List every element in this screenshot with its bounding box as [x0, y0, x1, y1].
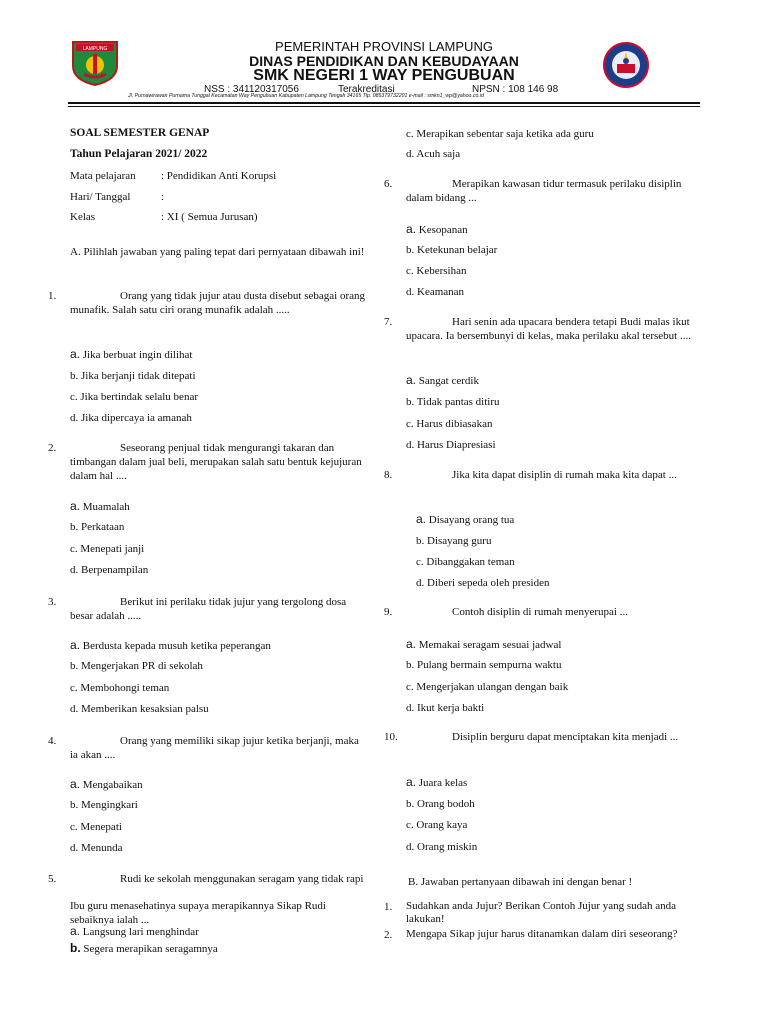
question-number-8: 8. — [384, 469, 393, 481]
answer-option-2-c[interactable] — [70, 543, 144, 556]
option-text: Langsung lari menghindar — [80, 926, 199, 938]
answer-option-7-b[interactable] — [406, 396, 500, 409]
answer-option-9-b[interactable] — [406, 659, 562, 672]
answer-option-8-d[interactable] — [416, 577, 549, 590]
answer-option-4-c[interactable] — [70, 821, 122, 834]
option-letter: a. — [70, 777, 81, 791]
option-text: Acuh saja — [414, 148, 461, 160]
option-text: Harus Diapresiasi — [414, 439, 496, 451]
answer-option-10-b[interactable] — [406, 798, 475, 811]
answer-option-2-b[interactable] — [70, 521, 124, 534]
question-number-4: 4. — [48, 735, 57, 747]
option-text: Diberi sepeda oleh presiden — [424, 577, 550, 589]
option-text: Kesopanan — [416, 224, 468, 236]
answer-option-3-b[interactable] — [70, 660, 203, 673]
question-number-6: 6. — [384, 178, 393, 190]
answer-option-9-d[interactable] — [406, 702, 484, 715]
question-number-10: 10. — [384, 731, 398, 743]
school-logo-icon — [602, 42, 650, 88]
answer-option-2-d[interactable] — [70, 564, 148, 577]
exam-title: SOAL SEMESTER GENAP — [70, 127, 210, 139]
answer-option-1-d[interactable] — [70, 412, 192, 425]
option-text: Menunda — [78, 842, 123, 854]
option-text: Mengerjakan ulangan dengan baik — [413, 681, 569, 693]
option-letter: c. — [70, 543, 78, 555]
answer-option-9-a[interactable] — [406, 638, 561, 652]
section-a-instruction: A. Pilihlah jawaban yang paling tepat dari pernyataan dibawah ini! — [70, 246, 365, 258]
option-letter: a. — [70, 499, 81, 513]
option-letter: b. — [406, 798, 415, 810]
field-label-date: Hari/ Tanggal — [70, 191, 131, 203]
option-text: Muamalah — [80, 501, 130, 513]
option-text: Kebersihan — [413, 265, 467, 277]
answer-option-5-d[interactable] — [406, 148, 460, 161]
option-letter: c. — [416, 556, 424, 568]
option-text: Pulang bermain sempurna waktu — [414, 659, 562, 671]
option-letter: a. — [406, 373, 417, 387]
option-text: Jika dipercaya ia amanah — [78, 412, 192, 424]
question-text-3: Berikut ini perilaku tidak jujur yang tergolong dosa besar adalah ..... — [70, 596, 347, 622]
option-letter: b. — [406, 659, 415, 671]
option-letter: b. — [70, 941, 81, 955]
answer-option-10-c[interactable] — [406, 819, 467, 832]
option-text: Menepati janji — [77, 543, 145, 555]
option-letter: c. — [70, 682, 78, 694]
question-text-4: Orang yang memiliki sikap jujur ketika berjanji, maka ia akan .... — [70, 735, 359, 761]
option-letter: c. — [70, 391, 78, 403]
field-value-date: : — [161, 191, 165, 203]
option-letter: c. — [406, 265, 414, 277]
option-letter: d. — [70, 703, 79, 715]
answer-option-5-c[interactable] — [406, 128, 594, 141]
option-letter: c. — [406, 819, 414, 831]
option-letter: a. — [70, 638, 81, 652]
option-text: Orang kaya — [413, 819, 468, 831]
question-number-9: 9. — [384, 606, 393, 618]
option-text: Berpenampilan — [78, 564, 149, 576]
option-text: Memberikan kesaksian palsu — [78, 703, 209, 715]
question-text-6: Merapikan kawasan tidur termasuk perilaku disiplin dalam bidang ... — [406, 178, 682, 204]
option-text: Mengerjakan PR di sekolah — [78, 660, 203, 672]
question-text-7: Hari senin ada upacara bendera tetapi Budi malas ikut upacara. Ia bersembunyi di kelas, maka perilaku akal tersebut .... — [406, 316, 691, 342]
option-letter: a. — [406, 637, 417, 651]
option-letter: d. — [70, 412, 79, 424]
option-letter: b. — [406, 244, 415, 256]
question-number-7: 7. — [384, 316, 393, 328]
option-letter: b. — [70, 660, 79, 672]
option-text: Orang bodoh — [414, 798, 475, 810]
header-line-3: SMK NEGERI 1 WAY PENGUBUAN — [253, 67, 515, 84]
option-text: Jika bertindak selalu benar — [77, 391, 198, 403]
answer-option-6-d[interactable] — [406, 286, 464, 299]
answer-option-3-a[interactable] — [70, 639, 271, 653]
option-text: Segera merapikan seragamnya — [80, 943, 218, 955]
field-label-class: Kelas — [70, 211, 96, 223]
answer-option-1-a[interactable] — [70, 348, 192, 362]
option-text: Sangat cerdik — [416, 375, 479, 387]
essay-question-2: Mengapa Sikap jujur harus ditanamkan dalam diri seseorang? — [406, 928, 678, 940]
option-letter: a. — [70, 347, 81, 361]
answer-option-8-a[interactable] — [416, 513, 514, 527]
field-value-class: : XI ( Semua Jurusan) — [161, 211, 258, 223]
header-line-2: DINAS PENDIDIKAN DAN KEBUDAYAAN — [249, 53, 519, 69]
question-text-1: Orang yang tidak jujur atau dusta disebut sebagai orang munafik. Salah satu ciri orang munafik adalah ..... — [70, 290, 365, 316]
option-letter: c. — [406, 418, 414, 430]
option-text: Merapikan sebentar saja ketika ada guru — [413, 128, 594, 140]
option-text: Orang miskin — [414, 841, 478, 853]
answer-option-7-c[interactable] — [406, 418, 492, 431]
exam-year: Tahun Pelajaran 2021/ 2022 — [70, 148, 208, 160]
field-value-subject: : Pendidikan Anti Korupsi — [161, 170, 277, 182]
section-b-instruction: B. Jawaban pertanyaan dibawah ini dengan benar ! — [408, 876, 633, 888]
answer-option-6-a[interactable] — [406, 223, 468, 237]
answer-option-4-a[interactable] — [70, 778, 143, 792]
option-text: Disayang guru — [424, 535, 492, 547]
answer-option-10-d[interactable] — [406, 841, 477, 854]
answer-option-6-b[interactable] — [406, 244, 497, 257]
header-npsn: NPSN : 108 146 98 — [472, 84, 559, 95]
question-text-10: Disiplin berguru dapat menciptakan kita menjadi ... — [452, 731, 679, 743]
header-akreditasi: Terakreditasi — [338, 84, 395, 95]
option-text: Harus dibiasakan — [413, 418, 493, 430]
option-letter: c. — [70, 821, 78, 833]
question-text-5: Rudi ke sekolah menggunakan seragam yang tidak rapi — [120, 873, 364, 885]
essay-number-2: 2. — [384, 929, 393, 941]
question-text-2: Seseorang penjual tidak mengurangi takaran dan timbangan dalam jual beli, merupakan salah satu bentuk kejujuran dalam hal .... — [70, 442, 362, 482]
option-letter: b. — [406, 396, 415, 408]
header-line-1: PEMERINTAH PROVINSI LAMPUNG — [275, 39, 493, 54]
option-letter: d. — [70, 842, 79, 854]
left-logo-text: LAMPUNG — [82, 46, 108, 52]
option-text: Disayang orang tua — [426, 514, 515, 526]
answer-option-5-a[interactable] — [70, 925, 199, 939]
answer-option-8-c[interactable] — [416, 556, 515, 569]
option-letter: a. — [406, 775, 417, 789]
option-text: Tidak pantas ditiru — [414, 396, 500, 408]
option-text: Berdusta kepada musuh ketika peperangan — [80, 640, 271, 652]
question-text-8: Jika kita dapat disiplin di rumah maka kita dapat ... — [452, 469, 677, 481]
answer-option-7-d[interactable] — [406, 439, 496, 452]
answer-option-4-d[interactable] — [70, 842, 123, 855]
essay-number-1: 1. — [384, 901, 393, 913]
option-text: Keamanan — [414, 286, 465, 298]
option-letter: b. — [416, 535, 425, 547]
option-letter: d. — [406, 439, 415, 451]
option-letter: a. — [70, 924, 81, 938]
option-letter: d. — [70, 564, 79, 576]
option-text: Perkataan — [78, 521, 125, 533]
answer-option-3-d[interactable] — [70, 703, 209, 716]
answer-option-1-c[interactable] — [70, 391, 198, 404]
question-number-2: 2. — [48, 442, 57, 454]
option-text: Memakai seragam sesuai jadwal — [416, 639, 562, 651]
header-address: Jl. Purnawirawan Purnama Tunggal Kecamatan Way Pengubuan Kabupaten Lampung Tengah 34165 Tlp. 085379732201 e-mail : smkn1_wp@yahoo.co.id — [128, 93, 484, 99]
option-letter: b. — [70, 799, 79, 811]
question-text-5-continued: Ibu guru menasehatinya supaya merapikannya Sikap Rudi sebaiknya ialah ... — [70, 900, 326, 926]
header-separator-thin — [68, 106, 700, 107]
option-letter: d. — [406, 148, 415, 160]
option-letter: d. — [406, 841, 415, 853]
answer-option-8-b[interactable] — [416, 535, 491, 548]
answer-option-10-a[interactable] — [406, 776, 467, 790]
option-text: Jika berjanji tidak ditepati — [78, 370, 196, 382]
option-text: Menepati — [77, 821, 122, 833]
answer-option-4-b[interactable] — [70, 799, 138, 812]
answer-option-1-b[interactable] — [70, 370, 196, 383]
option-text: Mengingkari — [78, 799, 138, 811]
option-letter: c. — [406, 128, 414, 140]
option-letter: b. — [70, 521, 79, 533]
header-nss: NSS : 341120317056 — [204, 84, 299, 95]
option-letter: d. — [406, 286, 415, 298]
option-text: Jika berbuat ingin dilihat — [80, 349, 193, 361]
option-letter: c. — [406, 681, 414, 693]
option-text: Ketekunan belajar — [414, 244, 498, 256]
option-letter: b. — [70, 370, 79, 382]
question-number-1: 1. — [48, 290, 57, 302]
option-text: Mengabaikan — [80, 779, 143, 791]
answer-option-7-a[interactable] — [406, 374, 479, 388]
answer-option-3-c[interactable] — [70, 682, 169, 695]
question-number-3: 3. — [48, 596, 57, 608]
option-text: Membohongi teman — [77, 682, 170, 694]
answer-option-2-a[interactable] — [70, 500, 130, 514]
essay-question-1: Sudahkan anda Jujur? Berikan Contoh Jujur yang sudah anda lakukan! — [406, 900, 677, 925]
question-number-5: 5. — [48, 873, 57, 885]
option-letter: a. — [406, 222, 417, 236]
option-text: Ikut kerja bakti — [414, 702, 485, 714]
header-separator — [68, 102, 700, 104]
option-letter: a. — [416, 512, 427, 526]
field-label-subject: Mata pelajaran — [70, 170, 136, 182]
answer-option-9-c[interactable] — [406, 681, 568, 694]
answer-option-6-c[interactable] — [406, 265, 466, 278]
option-text: Juara kelas — [416, 777, 468, 789]
answer-option-5-b[interactable] — [70, 942, 218, 956]
option-letter: d. — [406, 702, 415, 714]
question-text-9: Contoh disiplin di rumah menyerupai ... — [452, 606, 628, 618]
option-letter: d. — [416, 577, 425, 589]
option-text: Dibanggakan teman — [423, 556, 515, 568]
